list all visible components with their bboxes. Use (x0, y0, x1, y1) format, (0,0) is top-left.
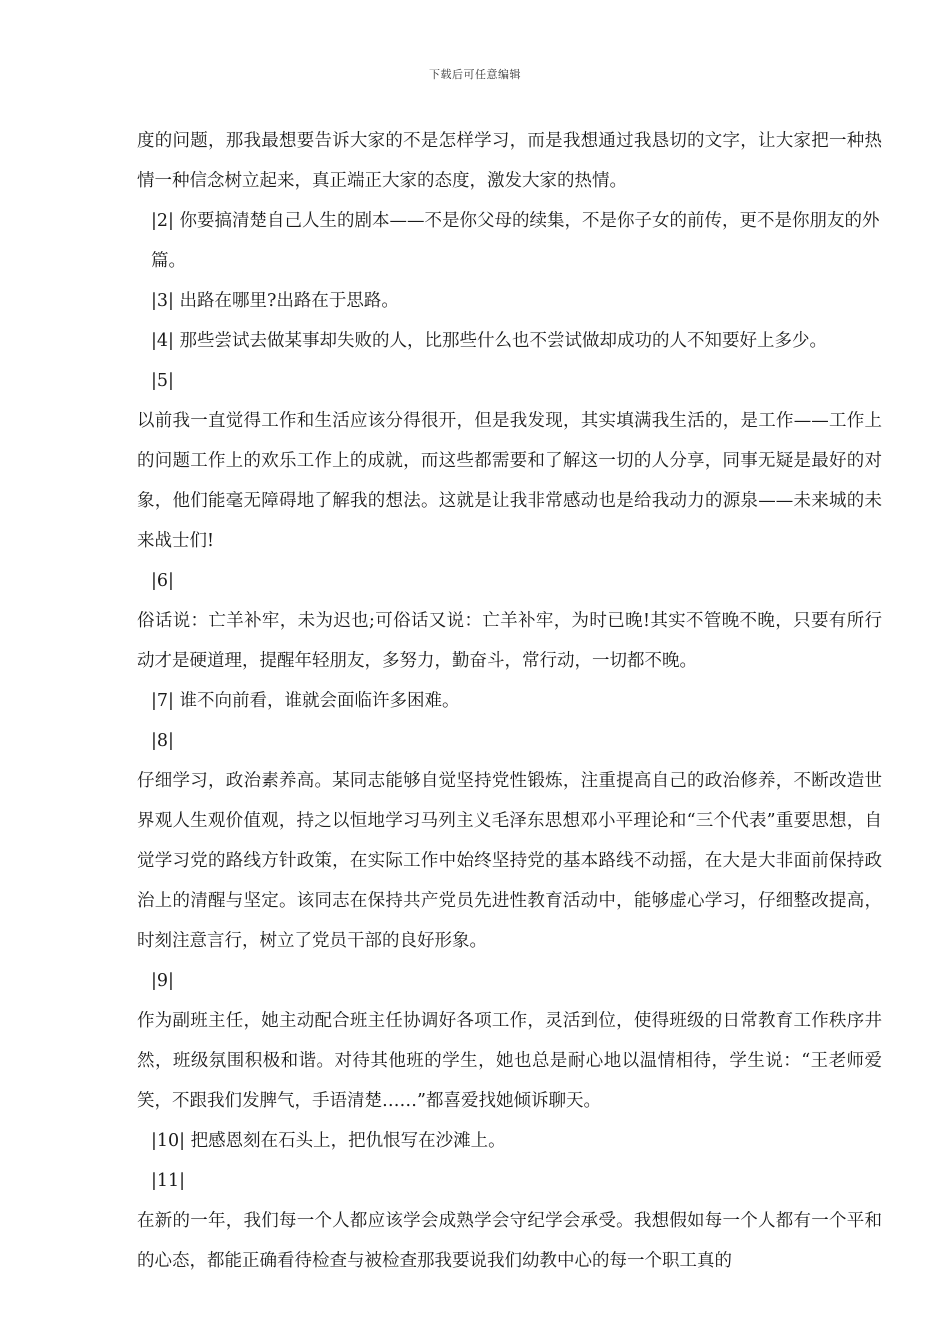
numbered-item-7: |7| 谁不向前看，谁就会面临许多困难。 (151, 691, 460, 711)
paragraph: 作为副班主任，她主动配合班主任协调好各项工作，灵活到位，使得班级的日常教育工作秩序井然，班级氛围积极和谐。对待其他班的学生，她也总是耐心地以温情相待，学生说：“王老师爱笑，不跟我们发脾气，手语清楚……”都喜爱找她倾诉聊天。 (137, 1011, 882, 1111)
numbered-item-10: |10| 把感恩刻在石头上，把仇恨写在沙滩上。 (151, 1131, 506, 1151)
paragraph: 仔细学习，政治素养高。某同志能够自觉坚持党性锻炼，注重提高自己的政治修养，不断改造世界观人生观价值观，持之以恒地学习马列主义毛泽东思想邓小平理论和“三个代表”重要思想，自觉学习党的路线方针政策，在实际工作中始终坚持党的基本路线不动摇，在大是大非面前保持政治上的清醒与坚定。该同志在保持共产党员先进性教育活动中，能够虚心学习，仔细整改提高，时刻注意言行，树立了党员干部的良好形象。 (137, 771, 882, 951)
paragraph: 度的问题，那我最想要告诉大家的不是怎样学习，而是我想通过我恳切的文字，让大家把一种热情一种信念树立起来，真正端正大家的态度，激发大家的热情。 (137, 131, 882, 191)
page-header: 下载后可任意编辑 (429, 68, 521, 81)
numbered-item-3: |3| 出路在哪里?出路在于思路。 (151, 291, 399, 311)
item-number-5: |5| (151, 371, 174, 391)
numbered-item-4: |4| 那些尝试去做某事却失败的人，比那些什么也不尝试做却成功的人不知要好上多少。 (151, 331, 827, 351)
numbered-item-2: |2| 你要搞清楚自己人生的剧本——不是你父母的续集，不是你子女的前传，更不是你朋友的外篇。 (151, 211, 880, 271)
document-body (137, 121, 882, 1281)
item-number-11: |11| (151, 1171, 186, 1191)
paragraph: 以前我一直觉得工作和生活应该分得很开，但是我发现，其实填满我生活的，是工作——工作上的问题工作上的欢乐工作上的成就，而这些都需要和了解这一切的人分享，同事无疑是最好的对象，他们能毫无障碍地了解我的想法。这就是让我非常感动也是给我动力的源泉——未来城的未来战士们! (137, 411, 882, 551)
item-number-8: |8| (151, 731, 174, 751)
paragraph: 俗话说：亡羊补牢，未为迟也;可俗话又说：亡羊补牢，为时已晚!其实不管晚不晚，只要有所行动才是硬道理，提醒年轻朋友，多努力，勤奋斗，常行动，一切都不晚。 (137, 611, 882, 671)
item-number-6: |6| (151, 571, 174, 591)
item-number-9: |9| (151, 971, 174, 991)
paragraph: 在新的一年，我们每一个人都应该学会成熟学会守纪学会承受。我想假如每一个人都有一个平和的心态，都能正确看待检查与被检查那我要说我们幼教中心的每一个职工真的 (137, 1211, 882, 1271)
